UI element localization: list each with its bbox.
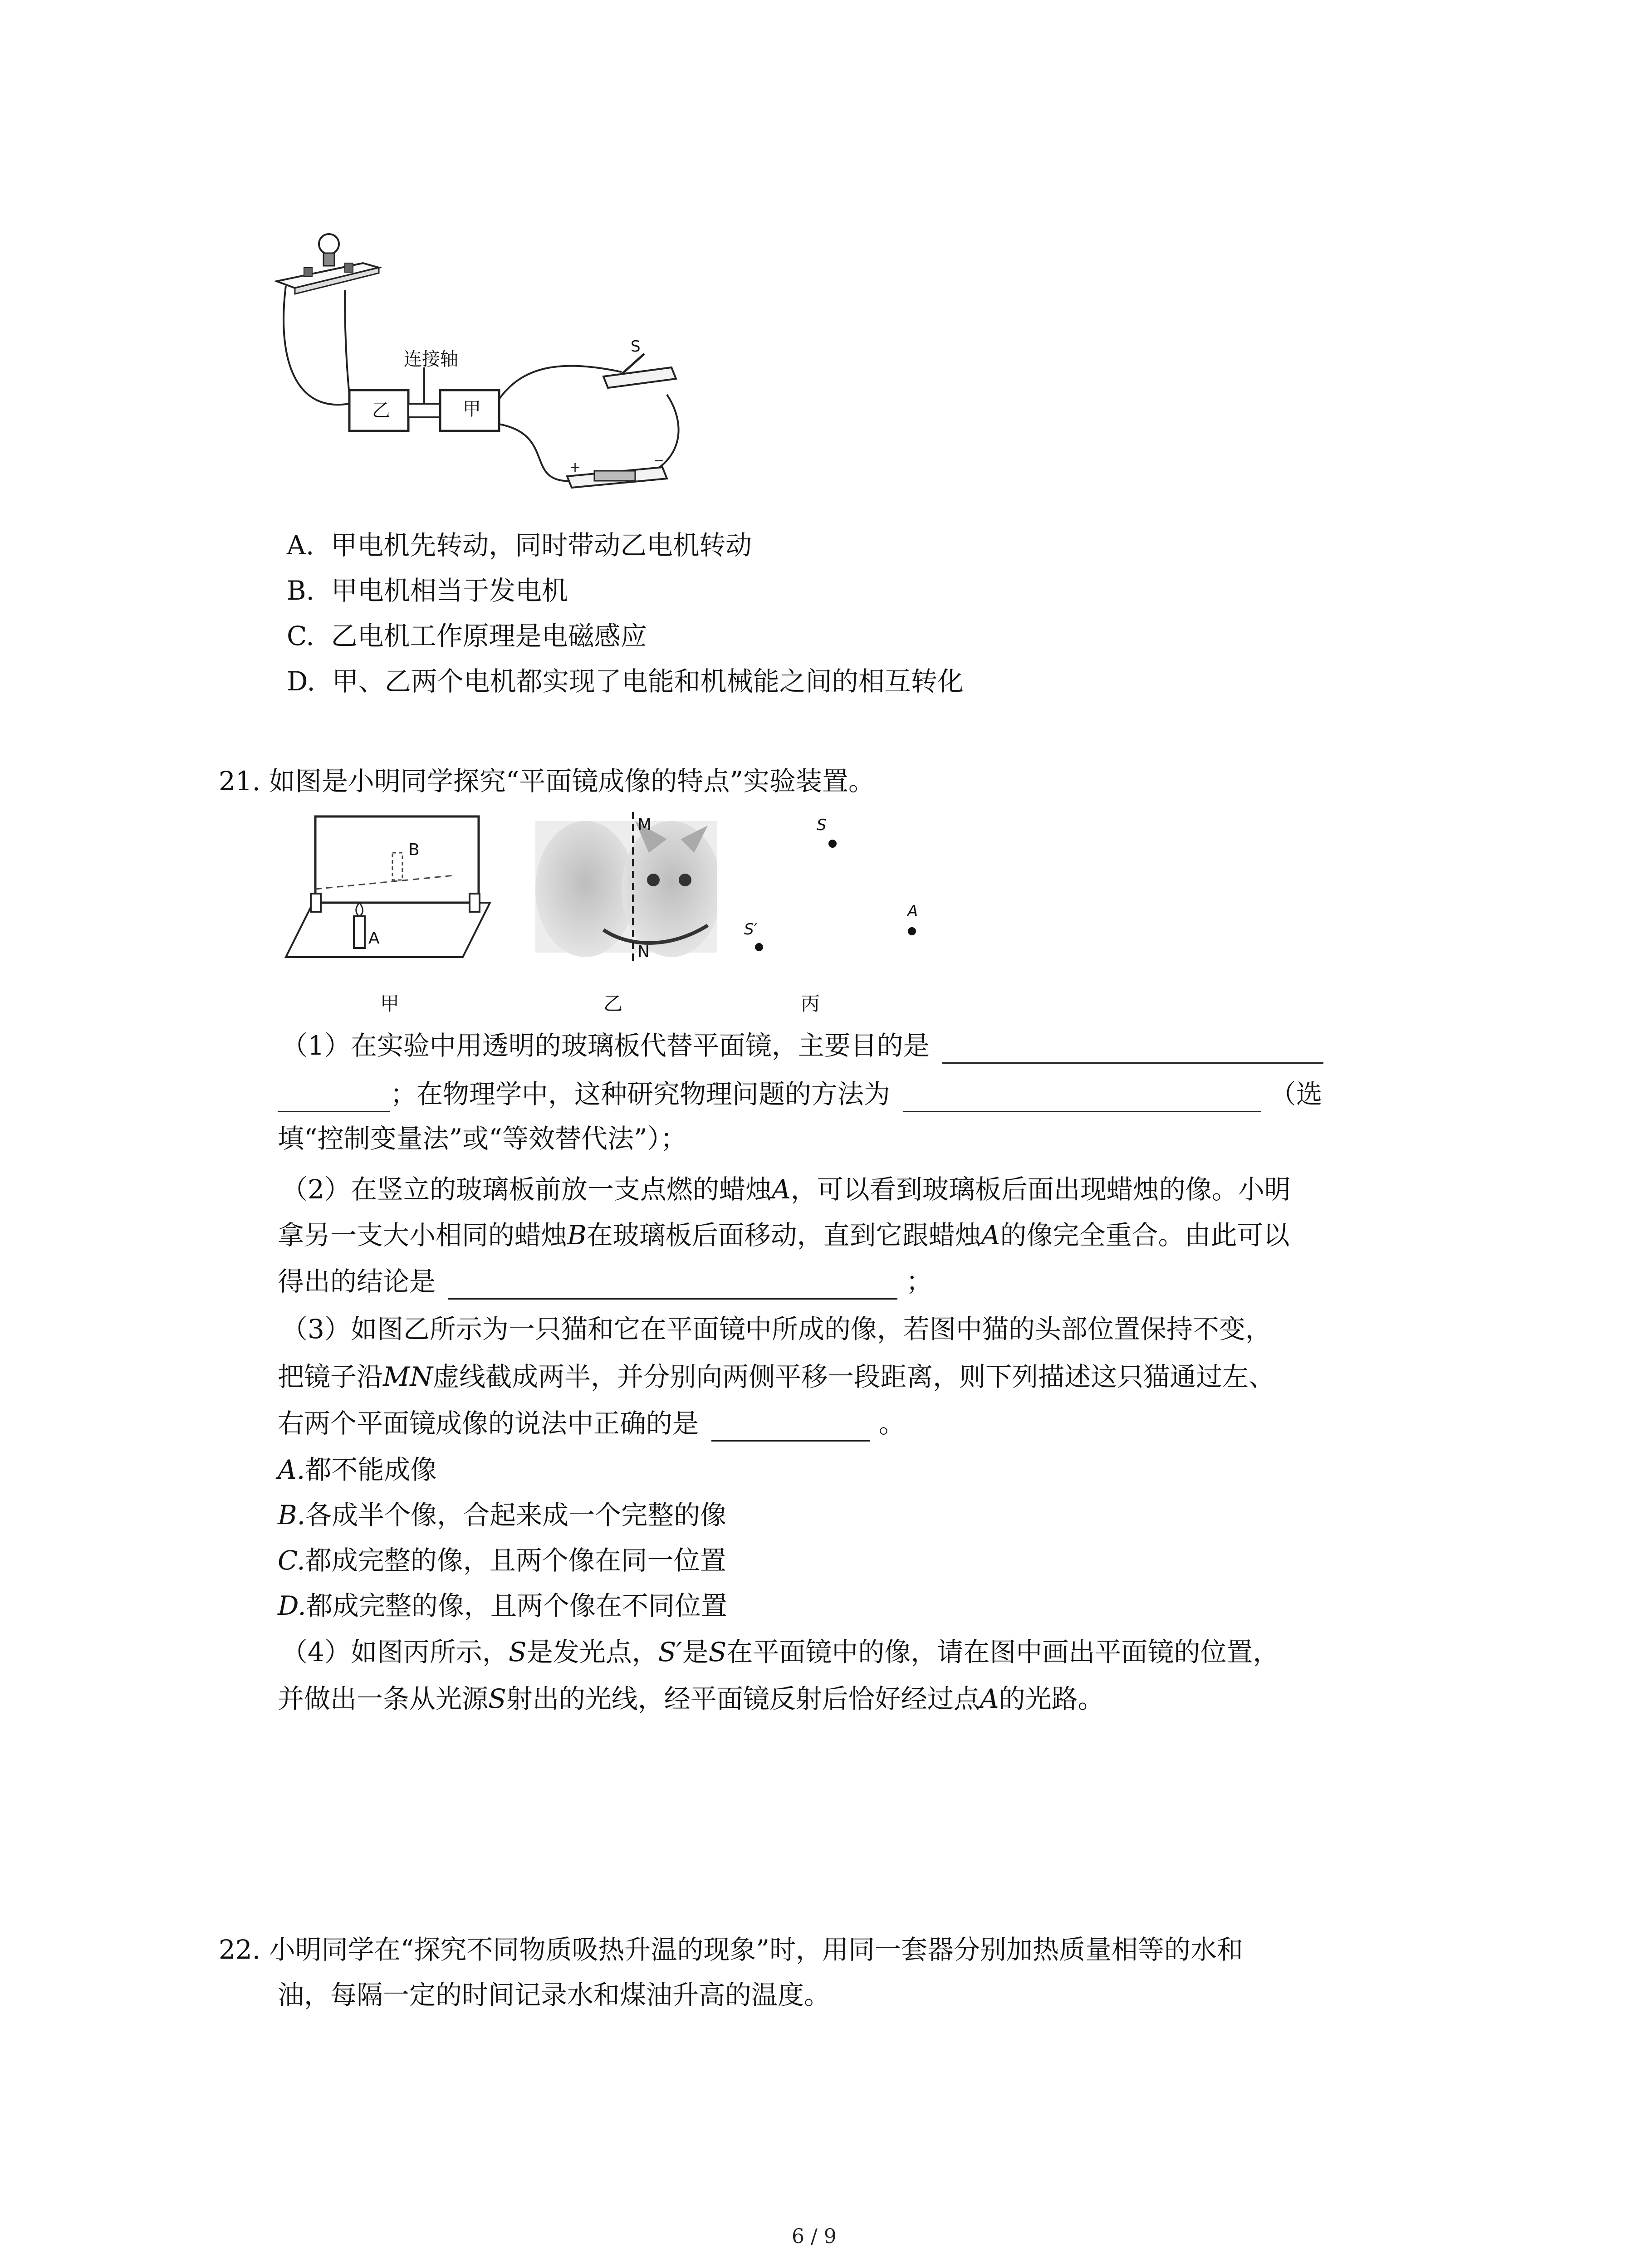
point-a: [908, 927, 916, 935]
answer-blank-2[interactable]: [903, 1084, 1261, 1112]
q22-line2: 油，每隔一定的时间记录水和煤油升高的温度。: [278, 1980, 831, 2010]
point-s-prime: [755, 943, 763, 951]
q21-part2-line3: 得出的结论是 ；: [278, 1263, 932, 1300]
battery-plus: +: [569, 459, 581, 475]
question-number: 22.: [219, 1934, 261, 1965]
switch-label: S: [631, 337, 641, 356]
candle-a-label: A: [368, 929, 380, 948]
q21-part3-line1: （3）如图乙所示为一只猫和它在平面镜中所成的像，若图中猫的头部位置保持不变，: [281, 1314, 1272, 1344]
q21-option-a: A.都不能成像: [278, 1454, 437, 1485]
q21-stem: 21. 如图是小明同学探究“平面镜成像的特点”实验装置。: [219, 766, 875, 797]
point-s-prime-label: S′: [744, 920, 758, 938]
q20-option-d: D. 甲、乙两个电机都实现了电能和机械能之间的相互转化: [287, 666, 964, 697]
answer-blank-1[interactable]: [942, 1035, 1323, 1064]
q20-option-c: C. 乙电机工作原理是电磁感应: [287, 621, 647, 651]
shaft-label: 连接轴: [404, 349, 458, 370]
figure-yi-cat-mirror: [535, 812, 717, 962]
page-number: 6 / 9: [792, 2225, 837, 2248]
answer-blank-4[interactable]: [711, 1413, 870, 1442]
figure-caption-yi: 乙: [603, 992, 623, 1015]
motor-b-label: 乙: [372, 400, 390, 421]
q21-part4-line1: （4）如图丙所示，S是发光点，S′是S在平面镜中的像，请在图中画出平面镜的位置，: [281, 1637, 1279, 1667]
q21-part1-line2: ；在物理学中，这种研究物理问题的方法为 （选: [278, 1076, 1323, 1112]
figure-bing-points: [726, 807, 953, 966]
motor-circuit-figure: [268, 222, 712, 503]
q21-part3-line2: 把镜子沿MN虚线截成两半，并分别向两侧平移一段距离，则下列描述这只猫通过左、: [278, 1361, 1275, 1392]
q21-part2-line2: 拿另一支大小相同的蜡烛B在玻璃板后面移动，直到它跟蜡烛A的像完全重合。由此可以: [278, 1220, 1290, 1251]
q21-option-c: C.都成完整的像，且两个像在同一位置: [278, 1545, 726, 1576]
mirror-m-label: M: [637, 816, 652, 834]
candle-b-label: B: [408, 841, 420, 859]
q21-part1-line1: （1）在实验中用透明的玻璃板代替平面镜，主要目的是: [281, 1027, 1323, 1064]
point-a-label: A: [907, 902, 918, 920]
answer-blank-3[interactable]: [448, 1271, 897, 1300]
q22-line1: 22. 小明同学在“探究不同物质吸热升温的现象”时，用同一套器分别加热质量相等的水和: [219, 1934, 1243, 1965]
q21-part4-line2: 并做出一条从光源S射出的光线，经平面镜反射后恰好经过点A的光路。: [278, 1683, 1104, 1714]
q21-option-b: B.各成半个像，合起来成一个完整的像: [278, 1500, 727, 1530]
q20-option-a: A. 甲电机先转动，同时带动乙电机转动: [287, 530, 752, 561]
q21-part2-line1: （2）在竖立的玻璃板前放一支点燃的蜡烛A，可以看到玻璃板后面出现蜡烛的像。小明: [281, 1174, 1291, 1205]
figure-caption-jia: 甲: [380, 992, 400, 1015]
battery-minus: −: [653, 453, 665, 469]
q21-part3-line3: 右两个平面镜成像的说法中正确的是 。: [278, 1405, 905, 1442]
motor-a-label: 甲: [463, 399, 481, 420]
figure-jia-mirror-setup: [272, 807, 499, 980]
q20-option-b: B. 甲电机相当于发电机: [287, 575, 568, 606]
point-s: [828, 840, 837, 848]
q21-part1-line3: 填“控制变量法”或“等效替代法”）；: [278, 1123, 687, 1154]
figure-caption-bing: 丙: [801, 992, 820, 1015]
q21-option-d: D.都成完整的像，且两个像在不同位置: [278, 1590, 727, 1621]
answer-blank-1-cont[interactable]: [278, 1084, 390, 1112]
question-number: 21.: [219, 766, 261, 797]
mirror-n-label: N: [637, 943, 650, 961]
point-s-label: S: [817, 816, 827, 834]
